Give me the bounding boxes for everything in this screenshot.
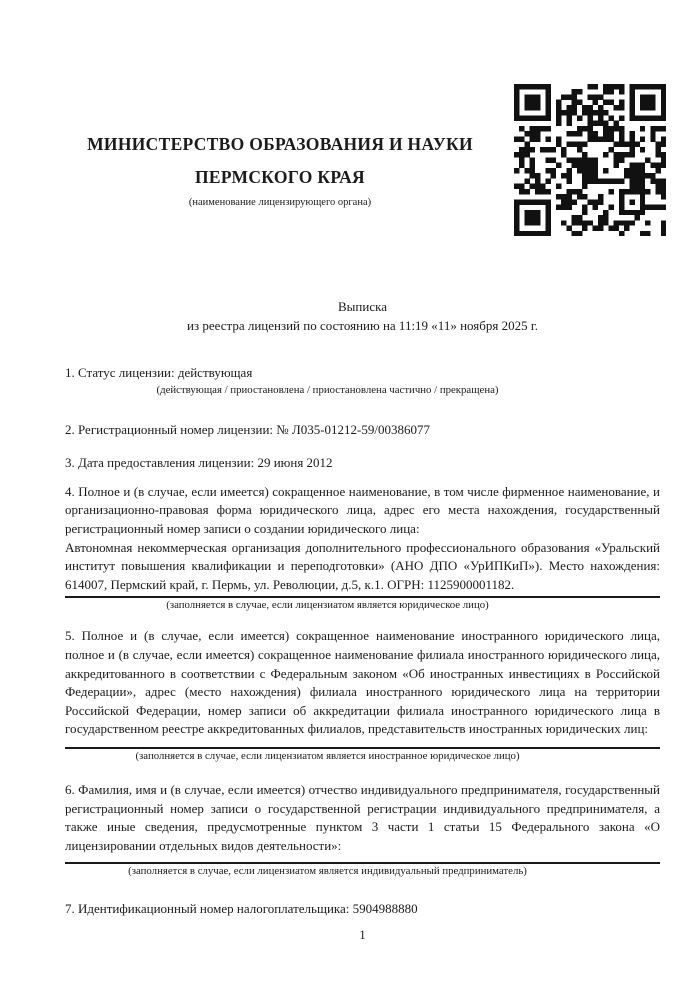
item-1-status-options-note: (действующая / приостановлена / приостановлена частично / прекращена)	[156, 383, 499, 396]
item-4-legal-entity-section	[65, 483, 660, 614]
page-number: 1	[359, 928, 366, 942]
item-7-taxpayer-id: 7. Идентификационный номер налогоплательщика: 5904988880	[65, 901, 418, 917]
document-body	[65, 364, 660, 919]
item-6-question: 6. Фамилия, имя и (в случае, если имеется) отчество индивидуального предпринимателя, государственный регистрационный номер записи о государственной регистрации индивидуального предпринимателя, а также иные сведения, предусмотренные пунктом 3 части 1 статьи 15 Федерального закона «О лицензировании отдельных видов деятельности»:	[65, 781, 660, 853]
item-3-grant-date: 3. Дата предоставления лицензии: 29 июня 2012	[65, 455, 333, 471]
item-5-foreign-entity-section	[65, 627, 660, 764]
item-1-license-status: 1. Статус лицензии: действующая	[65, 365, 253, 380]
item-5-footnote: (заполняется в случае, если лицензиатом является иностранное юридическое лицо)	[135, 749, 520, 762]
item-2-registration-number: 2. Регистрационный номер лицензии: № Л035-01212-59/00386077	[65, 421, 431, 437]
document-title: Выписка	[338, 299, 387, 314]
document-title-block	[65, 297, 660, 335]
licensing-authority-header	[40, 128, 520, 209]
item-4-question: 4. Полное и (в случае, если имеется) сокращенное наименование, в том числе фирменное наименование, и организационно-правовая форма юридического лица, адрес его места нахождения, государственный регистрационный номер записи о создании юридического лица:	[65, 483, 660, 536]
document-subtitle: из реестра лицензий по состоянию на 11:19 «11» ноября 2025 г.	[187, 318, 538, 333]
item-6-entrepreneur-section	[65, 781, 660, 879]
item-4-answer: Автономная некоммерческая организация дополнительного профессионального образования «Уральский институт повышения квалификации и переподготовки» (АНО ДПО «УрИПКиП»). Место нахождения: 614007, Пермский край, г. Пермь, ул. Революции, д.5, к.1. ОГРН: 1125900001182.	[65, 539, 660, 592]
ministry-name-line1: МИНИСТЕРСТВО ОБРАЗОВАНИЯ И НАУКИ	[87, 134, 473, 154]
item-6-footnote: (заполняется в случае, если лицензиатом является индивидуальный предприниматель)	[128, 865, 527, 878]
item-5-question: 5. Полное и (в случае, если имеется) сокращенное наименование иностранного юридического лица, полное и (в случае, если имеется) сокращенное наименование филиала иностранного юридического лица, аккредитованного в соответствии с Федеральным законом «Об иностранных инвестициях в Российской Федерации», адрес (место нахождения) филиала иностранного юридического лица на территории Российской Федерации, номер записи об аккредитации филиала иностранного юридического лица в государственном реестре аккредитованных филиалов, представительств иностранных юридических лиц:	[65, 628, 660, 737]
ministry-name-caption: (наименование лицензирующего органа)	[188, 197, 372, 208]
qr-code-icon	[514, 84, 666, 236]
ministry-name-line2: ПЕРМСКОГО КРАЯ	[195, 167, 365, 187]
item-4-footnote: (заполняется в случае, если лицензиатом является юридическое лицо)	[166, 599, 489, 612]
